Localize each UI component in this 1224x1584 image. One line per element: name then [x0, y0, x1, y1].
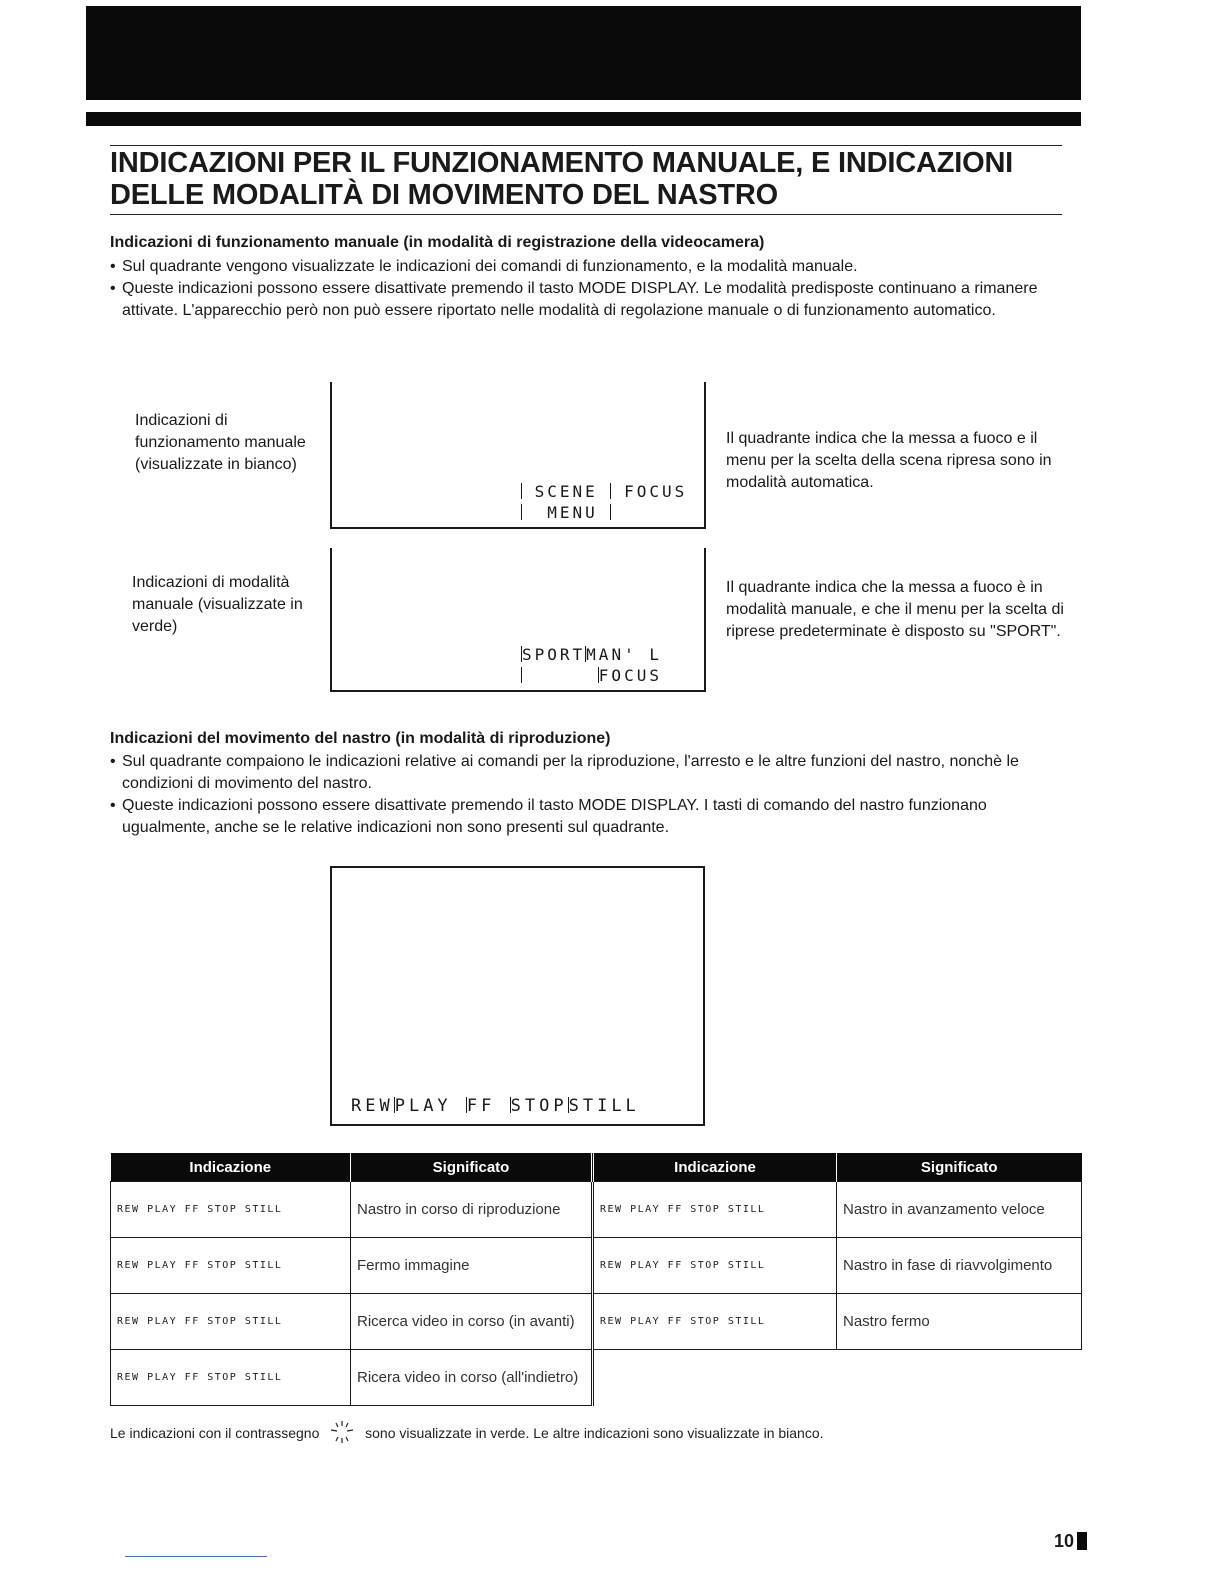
focus-label: FOCUS [624, 482, 688, 501]
footnote [110, 1420, 824, 1444]
section2-heading: Indicazioni del movimento del nastro (in modalità di riproduzione) [110, 730, 611, 747]
table-row [111, 1350, 1082, 1406]
indication-cell: REW PLAY FF STOP STILL [111, 1238, 351, 1294]
tape-screen-labels [351, 1096, 640, 1116]
diagram1-right-text: Il quadrante indica che la messa a fuoco e il menu per la scelta della scena ripresa sono in modalità automatica. [726, 430, 1052, 491]
header-black-bar [86, 112, 1081, 126]
indication-cell: REW PLAY FF STOP STILL [593, 1182, 837, 1238]
header-significato-2: Significato [837, 1153, 1082, 1182]
diagram2-left-label: Indicazioni di modalità manuale (visualizzate in verde) [132, 574, 303, 635]
title-top-rule [110, 145, 1062, 146]
indications-table [110, 1153, 1082, 1406]
page-number [1054, 1531, 1087, 1552]
table-row [111, 1294, 1082, 1350]
header-significato-1: Significato [351, 1153, 593, 1182]
diagram2-screen [330, 548, 706, 692]
stop-label: STOP [510, 1096, 568, 1116]
indication-cell: REW PLAY FF STOP STILL [111, 1294, 351, 1350]
meaning-cell: Ricerca video in corso (in avanti) [351, 1294, 593, 1350]
scene-label: SCENE [534, 482, 598, 501]
header-black-block [86, 6, 1081, 100]
diagram1-screen-line2 [521, 503, 611, 523]
meaning-cell: Fermo immagine [351, 1238, 593, 1294]
empty-cell [593, 1350, 837, 1406]
indication-cell: REW PLAY FF STOP STILL [593, 1238, 837, 1294]
bottom-rule [125, 1556, 267, 1557]
page-number-text: 10 [1054, 1531, 1075, 1551]
tape-screen [330, 866, 705, 1126]
meaning-cell: Nastro in fase di riavvolgimento [837, 1238, 1082, 1294]
section1-heading: Indicazioni di funzionamento manuale (in modalità di registrazione della videocamera) [110, 234, 765, 251]
header-indicazione-1: Indicazione [111, 1153, 351, 1182]
meaning-cell: Ricera video in corso (all'indietro) [351, 1350, 593, 1406]
diagram2-screen-line2 [521, 666, 662, 686]
blink-mark-icon [329, 1420, 355, 1444]
meaning-cell: Nastro fermo [837, 1294, 1082, 1350]
section1-bullet-1: • Sul quadrante vengono visualizzate le indicazioni dei comandi di funzionamento, e la modalità manuale. [110, 256, 1075, 278]
meaning-cell: Nastro in corso di riproduzione [351, 1182, 593, 1238]
section1-bullet-2: • Queste indicazioni possono essere disattivate premendo il tasto MODE DISPLAY. Le modalità predisposte continuano a rimanere attivate. L'apparecchio però non può essere riportato nelle modalità di regolazione manuale o di funzionamento automatico. [110, 278, 1075, 322]
indication-cell: REW PLAY FF STOP STILL [111, 1182, 351, 1238]
page-title: INDICAZIONI PER IL FUNZIONAMENTO MANUALE, E INDICAZIONI DELLE MODALITÀ DI MOVIMENTO DEL NASTRO [110, 147, 1014, 211]
table-header-row [111, 1153, 1082, 1182]
section2-bullet-2: • Queste indicazioni possono essere disattivate premendo il tasto MODE DISPLAY. I tasti di comando del nastro funzionano ugualmente, anche se le relative indicazioni non sono presenti sul quadrante. [110, 795, 1075, 839]
manual-label: MAN' L [586, 645, 662, 664]
ff-label: FF [466, 1096, 496, 1116]
menu-label: MENU [547, 503, 598, 522]
diagram2-screen-line1 [521, 645, 662, 665]
diagram1-screen-line1 [521, 482, 687, 502]
section2-bullet-1: • Sul quadrante compaiono le indicazioni relative ai comandi per la riproduzione, l'arresto e le altre funzioni del nastro, nonchè le condizioni di movimento del nastro. [110, 751, 1075, 795]
still-label: STILL [568, 1096, 640, 1116]
focus-label-2: FOCUS [598, 666, 662, 685]
sport-label: SPORT [522, 645, 586, 664]
meaning-cell: Nastro in avanzamento veloce [837, 1182, 1082, 1238]
rew-label: REW [351, 1096, 394, 1116]
section2-bullets [110, 751, 1075, 839]
section1-bullets [110, 256, 1075, 322]
header-indicazione-2: Indicazione [593, 1153, 837, 1182]
table-row [111, 1238, 1082, 1294]
diagram2-right-text: Il quadrante indica che la messa a fuoco è in modalità manuale, e che il menu per la scelta di riprese predeterminate è disposto su "SPORT". [726, 579, 1064, 640]
empty-cell [837, 1350, 1082, 1406]
footnote-part-b: sono visualizzate in verde. Le altre indicazioni sono visualizzate in bianco. [365, 1425, 824, 1441]
footnote-part-a: Le indicazioni con il contrassegno [110, 1425, 320, 1441]
diagram1-left-label: Indicazioni di funzionamento manuale (visualizzate in bianco) [135, 412, 306, 473]
table-row [111, 1182, 1082, 1238]
indication-cell: REW PLAY FF STOP STILL [593, 1294, 837, 1350]
diagram1-screen [330, 382, 706, 529]
page-marker [1077, 1532, 1087, 1550]
play-label: PLAY [394, 1096, 452, 1116]
indication-cell: REW PLAY FF STOP STILL [111, 1350, 351, 1406]
title-bottom-rule [110, 214, 1062, 215]
